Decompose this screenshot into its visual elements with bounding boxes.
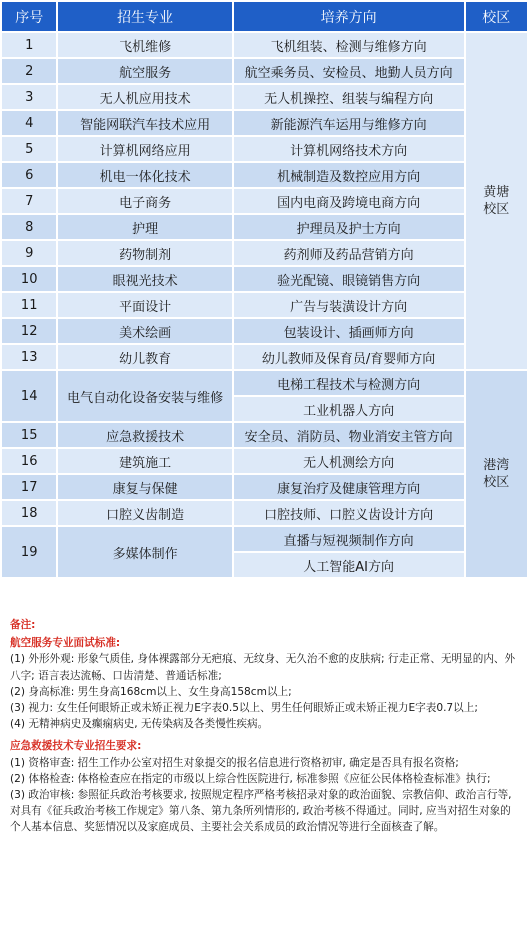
aviation-standard-item: (2) 身高标准: 男生身高168cm以上、女生身高158cm以上; bbox=[10, 685, 292, 698]
rescue-requirement-item: (3) 政治审核: 参照征兵政治考核要求, 按照规定程序严格考核招录对象的政治面貌、宗教信仰、政治言行等, 对具有《征兵政治考核工作规定》第八条、第九条所列情形的, 政治考核不得通过。同时, 应当对招生对象的个人基本信息、奖惩情况以及家庭成员、主要社会关系成员的政治情况等进行全面核查了解。 bbox=[10, 789, 512, 834]
row-direction: 无人机操控、组装与编程方向 bbox=[234, 85, 464, 109]
row-no: 6 bbox=[2, 163, 56, 187]
table-row bbox=[2, 111, 527, 135]
row-no: 15 bbox=[2, 423, 56, 447]
row-no: 8 bbox=[2, 215, 56, 239]
row-major: 美术绘画 bbox=[58, 319, 231, 343]
table-row bbox=[2, 319, 527, 343]
table-row bbox=[2, 267, 527, 291]
row-major: 康复与保健 bbox=[58, 475, 231, 499]
campus-suffix: 校区 bbox=[483, 202, 510, 217]
row-direction: 工业机器人方向 bbox=[234, 397, 464, 421]
aviation-standard-item: (4) 无精神病史及癫痫病史, 无传染病及各类慢性疾病。 bbox=[10, 718, 269, 731]
campus-name: 港湾 bbox=[483, 458, 510, 473]
table-row bbox=[2, 423, 527, 447]
row-no: 10 bbox=[2, 267, 56, 291]
row-no: 1 bbox=[2, 33, 56, 57]
notes-title: 备注: bbox=[10, 619, 36, 631]
row-major: 幼儿教育 bbox=[58, 345, 231, 369]
row-major: 电子商务 bbox=[58, 189, 231, 213]
row-no: 12 bbox=[2, 319, 56, 343]
row-no: 3 bbox=[2, 85, 56, 109]
aviation-standard-title: 航空服务专业面试标准: bbox=[10, 637, 121, 650]
row-major: 护理 bbox=[58, 215, 231, 239]
row-major: 无人机应用技术 bbox=[58, 85, 231, 109]
row-no: 4 bbox=[2, 111, 56, 135]
rescue-requirement-item: (2) 体格检查: 体格检查应在指定的市级以上综合性医院进行, 标准参照《应征公民体格检查标准》执行; bbox=[10, 772, 491, 785]
row-major: 飞机维修 bbox=[58, 33, 231, 57]
row-direction: 无人机测绘方向 bbox=[234, 449, 464, 473]
row-major: 多媒体制作 bbox=[58, 527, 231, 577]
rescue-requirement-item: (1) 资格审查: 招生工作办公室对招生对象提交的报名信息进行资格初审, 确定是否具有报名资格; bbox=[10, 756, 459, 769]
header-no: 序号 bbox=[2, 2, 56, 31]
row-direction: 计算机网络技术方向 bbox=[234, 137, 464, 161]
table-row bbox=[2, 501, 527, 525]
row-major: 眼视光技术 bbox=[58, 267, 231, 291]
row-direction: 直播与短视频制作方向 bbox=[234, 527, 464, 551]
table-header-row bbox=[2, 2, 527, 31]
row-direction: 人工智能AI方向 bbox=[234, 553, 464, 577]
row-major: 计算机网络应用 bbox=[58, 137, 231, 161]
row-major: 智能网联汽车技术应用 bbox=[58, 111, 231, 135]
campus-ganwan bbox=[466, 371, 528, 577]
row-direction: 广告与装潢设计方向 bbox=[234, 293, 464, 317]
rescue-requirement-title: 应急救援技术专业招生要求: bbox=[10, 740, 142, 753]
header-direction: 培养方向 bbox=[234, 2, 464, 31]
table-row bbox=[2, 527, 527, 551]
row-no: 16 bbox=[2, 449, 56, 473]
row-major: 电气自动化设备安装与维修 bbox=[58, 371, 231, 421]
row-major: 药物制剂 bbox=[58, 241, 231, 265]
table-row bbox=[2, 475, 527, 499]
row-direction: 机械制造及数控应用方向 bbox=[234, 163, 464, 187]
row-no: 2 bbox=[2, 59, 56, 83]
row-major: 建筑施工 bbox=[58, 449, 231, 473]
table-row bbox=[2, 33, 527, 57]
row-no: 14 bbox=[2, 371, 56, 421]
row-major: 应急救援技术 bbox=[58, 423, 231, 447]
row-direction: 飞机组装、检测与维修方向 bbox=[234, 33, 464, 57]
row-direction: 安全员、消防员、物业消安主管方向 bbox=[234, 423, 464, 447]
row-major: 平面设计 bbox=[58, 293, 231, 317]
table-row bbox=[2, 163, 527, 187]
table-row bbox=[2, 241, 527, 265]
row-direction: 国内电商及跨境电商方向 bbox=[234, 189, 464, 213]
row-no: 13 bbox=[2, 345, 56, 369]
row-no: 11 bbox=[2, 293, 56, 317]
row-no: 17 bbox=[2, 475, 56, 499]
aviation-standard-item: (1) 外形外观: 形象气质佳, 身体裸露部分无疤痕、无纹身、无久治不愈的皮肤病; 行走正常、无明显的内、外八字; 语言表达流畅、口齿清楚、普通话标准; bbox=[10, 653, 516, 682]
table-row bbox=[2, 59, 527, 83]
table-row bbox=[2, 85, 527, 109]
table-row bbox=[2, 137, 527, 161]
table-row bbox=[2, 215, 527, 239]
table-row bbox=[2, 371, 527, 395]
row-direction: 口腔技师、口腔义齿设计方向 bbox=[234, 501, 464, 525]
table-row bbox=[2, 189, 527, 213]
row-no: 9 bbox=[2, 241, 56, 265]
table-row bbox=[2, 449, 527, 473]
row-direction: 药剂师及药品营销方向 bbox=[234, 241, 464, 265]
aviation-standard-item: (3) 视力: 女生任何眼矫正或未矫正视力E字表0.5以上、男生任何眼矫正或未矫正视力E字表0.7以上; bbox=[10, 702, 478, 715]
header-major: 招生专业 bbox=[58, 2, 231, 31]
row-direction: 新能源汽车运用与维修方向 bbox=[234, 111, 464, 135]
header-campus: 校区 bbox=[466, 2, 528, 31]
campus-name: 黄塘 bbox=[483, 185, 510, 200]
row-no: 19 bbox=[2, 527, 56, 577]
table-row bbox=[2, 345, 527, 369]
campus-huangtang bbox=[466, 33, 528, 369]
row-direction: 验光配镜、眼镜销售方向 bbox=[234, 267, 464, 291]
row-direction: 幼儿教师及保育员/育婴师方向 bbox=[234, 345, 464, 369]
row-no: 7 bbox=[2, 189, 56, 213]
table-row bbox=[2, 293, 527, 317]
row-no: 5 bbox=[2, 137, 56, 161]
notes-section bbox=[10, 617, 520, 836]
row-no: 18 bbox=[2, 501, 56, 525]
row-direction: 电梯工程技术与检测方向 bbox=[234, 371, 464, 395]
row-direction: 航空乘务员、安检员、地勤人员方向 bbox=[234, 59, 464, 83]
row-major: 航空服务 bbox=[58, 59, 231, 83]
campus-suffix: 校区 bbox=[483, 475, 510, 490]
row-major: 机电一体化技术 bbox=[58, 163, 231, 187]
row-direction: 康复治疗及健康管理方向 bbox=[234, 475, 464, 499]
row-major: 口腔义齿制造 bbox=[58, 501, 231, 525]
row-direction: 护理员及护士方向 bbox=[234, 215, 464, 239]
row-direction: 包装设计、插画师方向 bbox=[234, 319, 464, 343]
